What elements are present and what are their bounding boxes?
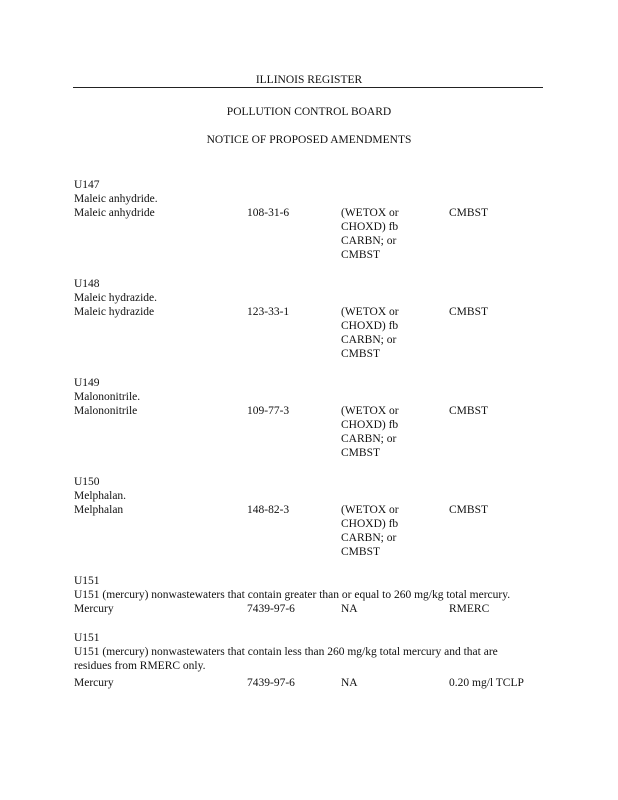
- notice-title: NOTICE OF PROPOSED AMENDMENTS: [206, 134, 412, 146]
- wastewater-standard: CHOXD) fb: [341, 518, 399, 530]
- wastewater-standard: CMBST: [341, 348, 380, 360]
- cas-number: 7439-97-6: [247, 677, 295, 689]
- wastewater-standard: (WETOX or: [341, 207, 399, 219]
- waste-code: U148: [74, 278, 100, 290]
- wastewater-standard: CARBN; or: [341, 532, 397, 544]
- wastewater-standard: (WETOX or: [341, 504, 399, 516]
- waste-description: Maleic hydrazide.: [74, 292, 158, 304]
- constituent-name: Maleic hydrazide: [74, 306, 155, 318]
- wastewater-standard: CARBN; or: [341, 235, 397, 247]
- waste-code: U147: [74, 179, 100, 191]
- constituent-name: Mercury: [74, 677, 114, 689]
- waste-description: U151 (mercury) nonwastewaters that contain greater than or equal to 260 mg/kg total mercury.: [74, 589, 511, 601]
- wastewater-standard: NA: [341, 603, 358, 615]
- waste-code: U149: [74, 377, 100, 389]
- nonwastewater-standard: CMBST: [449, 405, 488, 417]
- nonwastewater-standard: 0.20 mg/l TCLP: [449, 677, 524, 689]
- waste-description: Malononitrile.: [74, 391, 141, 403]
- cas-number: 123-33-1: [247, 306, 290, 318]
- constituent-name: Malononitrile: [74, 405, 138, 417]
- header-rule: [73, 87, 543, 88]
- cas-number: 7439-97-6: [247, 603, 295, 615]
- waste-code: U151: [74, 632, 100, 644]
- agency-title: POLLUTION CONTROL BOARD: [226, 106, 392, 118]
- cas-number: 108-31-6: [247, 207, 290, 219]
- wastewater-standard: (WETOX or: [341, 405, 399, 417]
- wastewater-standard: CHOXD) fb: [341, 221, 399, 233]
- constituent-name: Melphalan: [74, 504, 124, 516]
- waste-description: Melphalan.: [74, 490, 127, 502]
- wastewater-standard: CARBN; or: [341, 334, 397, 346]
- wastewater-standard: CARBN; or: [341, 433, 397, 445]
- constituent-name: Mercury: [74, 603, 114, 615]
- nonwastewater-standard: RMERC: [449, 603, 490, 615]
- nonwastewater-standard: CMBST: [449, 504, 488, 516]
- waste-code: U150: [74, 476, 100, 488]
- wastewater-standard: CMBST: [341, 249, 380, 261]
- waste-description: U151 (mercury) nonwastewaters that contain less than 260 mg/kg total mercury and that are: [74, 646, 498, 658]
- cas-number: 109-77-3: [247, 405, 290, 417]
- nonwastewater-standard: CMBST: [449, 306, 488, 318]
- wastewater-standard: CMBST: [341, 546, 380, 558]
- wastewater-standard: NA: [341, 677, 358, 689]
- waste-code: U151: [74, 575, 100, 587]
- wastewater-standard: CHOXD) fb: [341, 419, 399, 431]
- wastewater-standard: (WETOX or: [341, 306, 399, 318]
- waste-description: Maleic anhydride.: [74, 193, 158, 205]
- waste-description: residues from RMERC only.: [74, 660, 206, 672]
- wastewater-standard: CHOXD) fb: [341, 320, 399, 332]
- wastewater-standard: CMBST: [341, 447, 380, 459]
- constituent-name: Maleic anhydride: [74, 207, 155, 219]
- nonwastewater-standard: CMBST: [449, 207, 488, 219]
- cas-number: 148-82-3: [247, 504, 290, 516]
- register-title: ILLINOIS REGISTER: [255, 74, 363, 86]
